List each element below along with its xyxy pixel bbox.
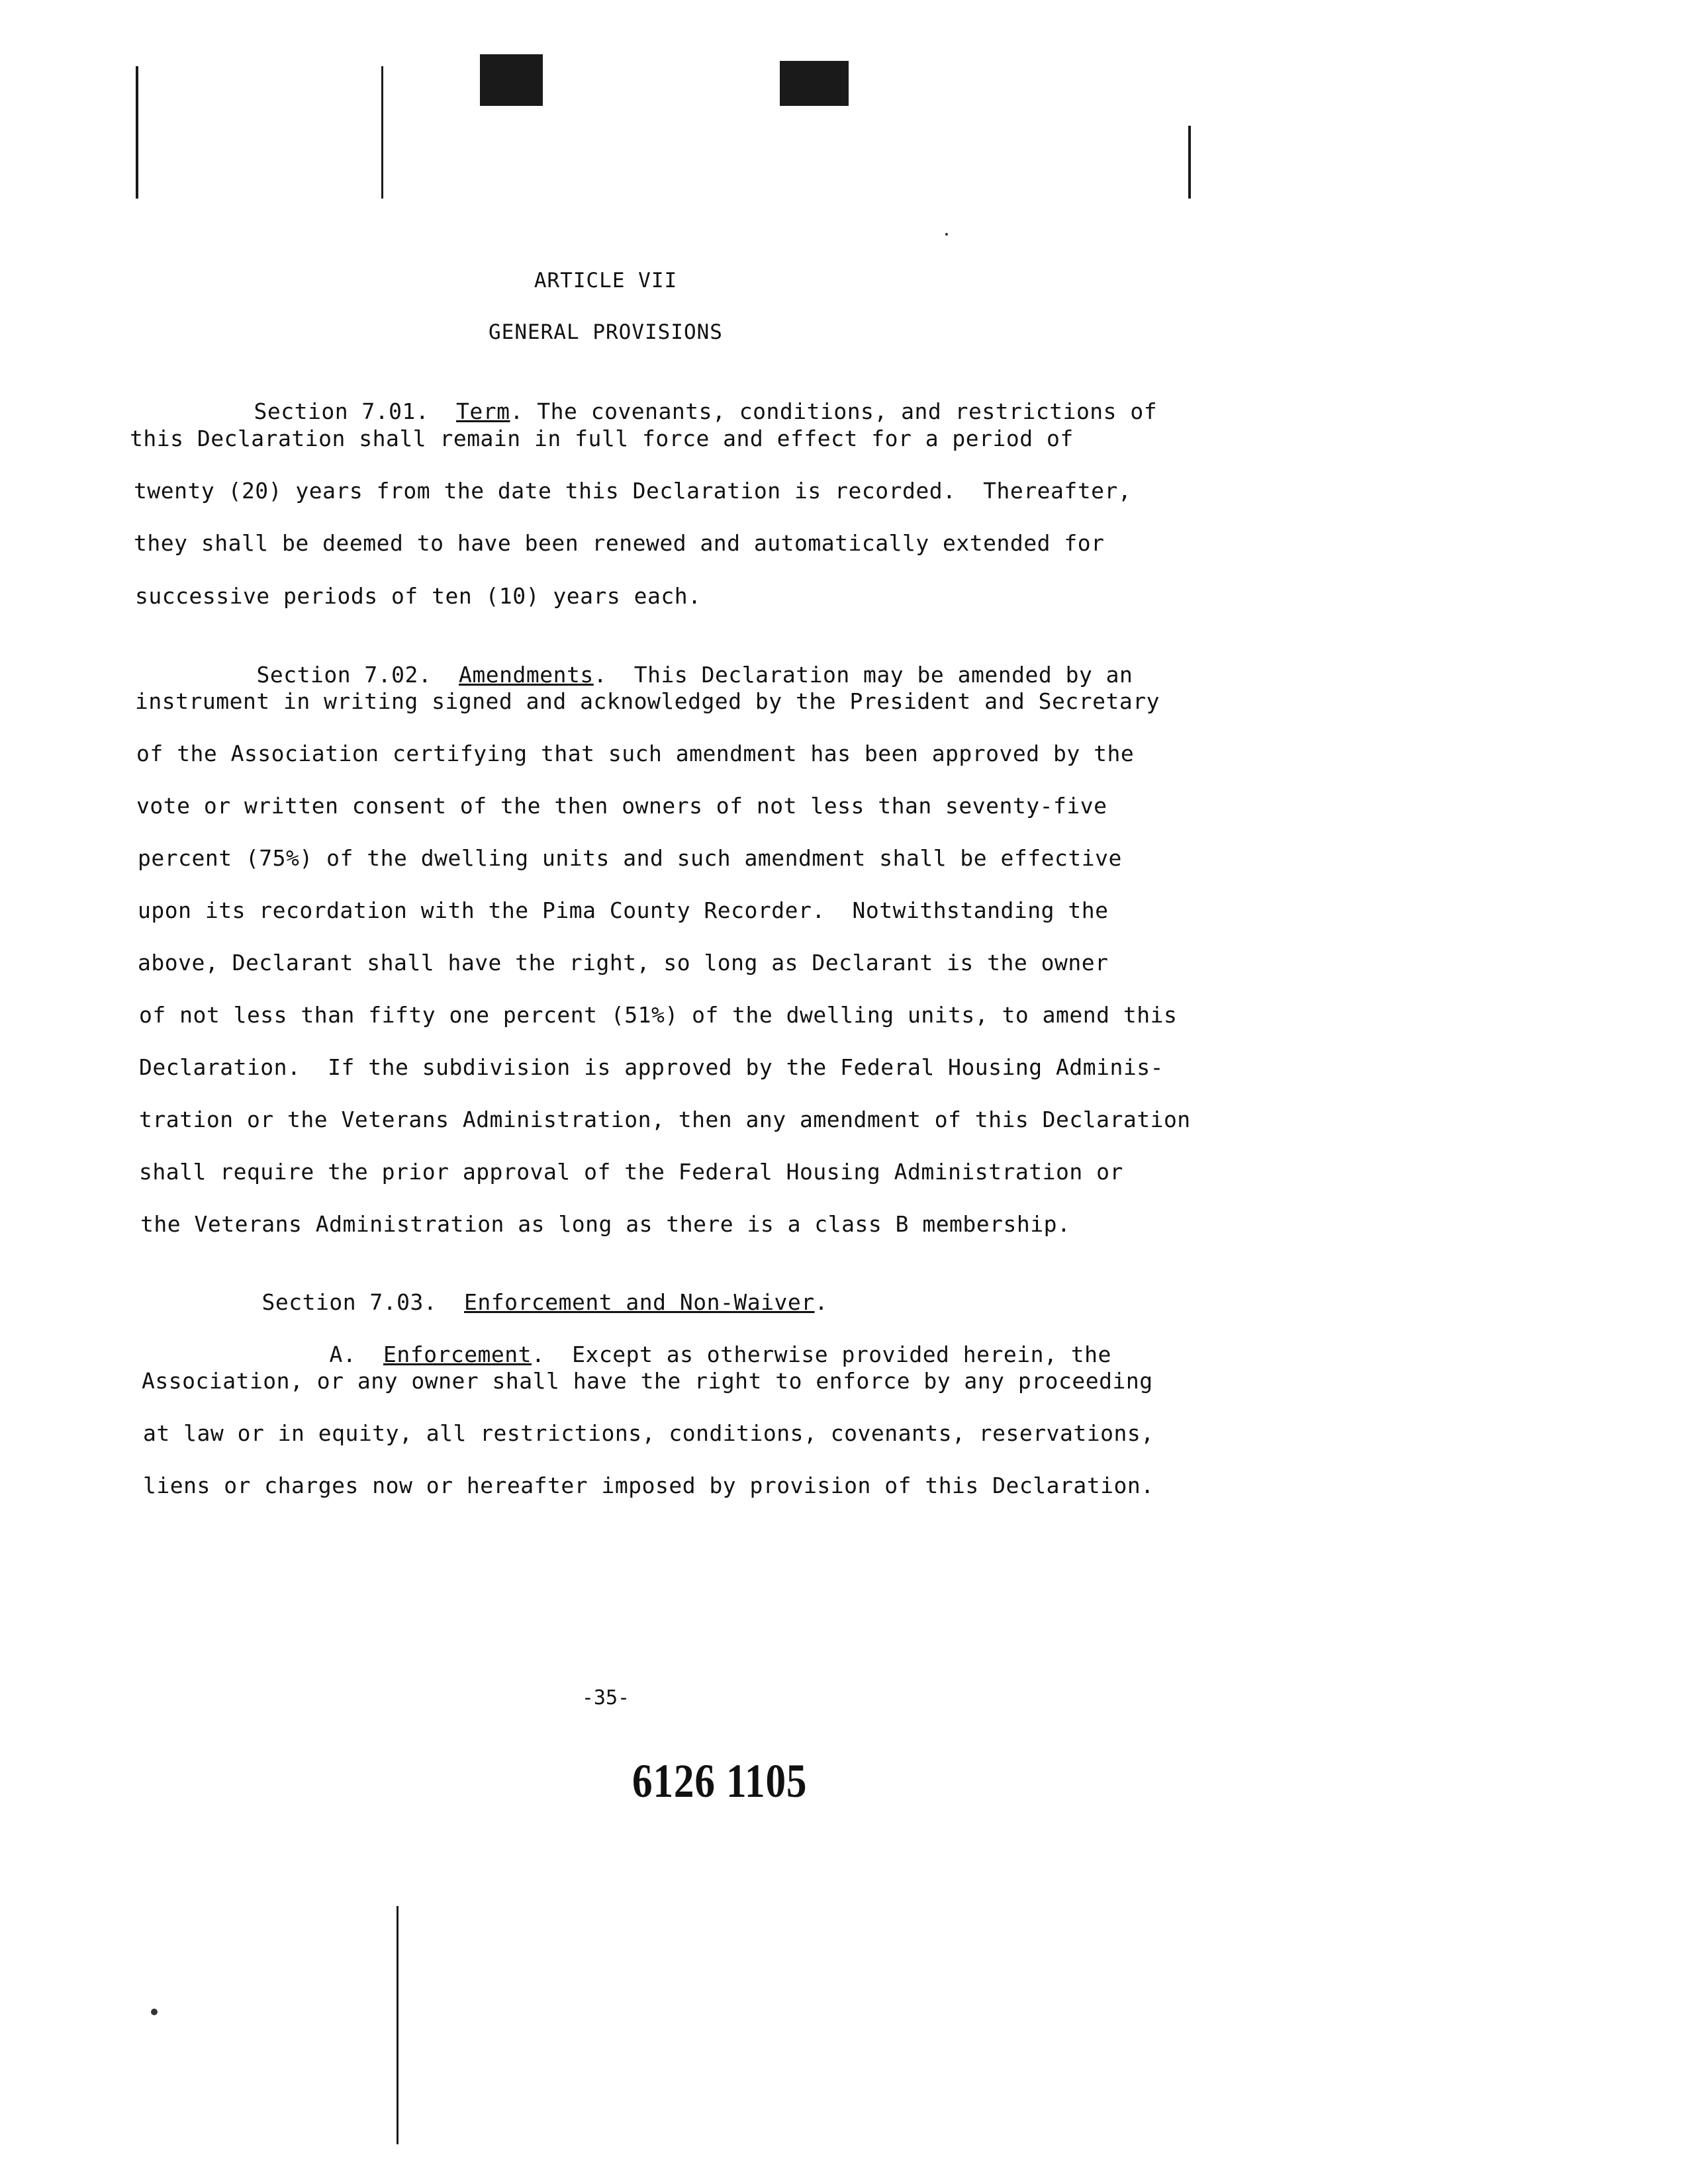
section-701-line: twenty (20) years from the date this Declaration is recorded. Thereafter, [134, 478, 1132, 504]
section-702-line: upon its recordation with the Pima County Recorder. Notwithstanding the [138, 897, 1109, 923]
section-702-first-line-text: . This Declaration may be amended by an [593, 662, 1133, 688]
page-number: -35- [581, 1686, 630, 1709]
subsection-a-first-line-text: . Except as otherwise provided herein, the [532, 1342, 1111, 1367]
section-702-label: Section 7.02. [256, 662, 432, 688]
section-702-line: of not less than fifty one percent (51%) of the dwelling units, to amend this [139, 1002, 1178, 1028]
article-subtitle: GENERAL PROVISIONS [489, 320, 723, 344]
subsection-a-line: Association, or any owner shall have the right to enforce by any proceeding [142, 1368, 1153, 1394]
scan-artifact-line-1 [136, 66, 138, 199]
section-701-line: they shall be deemed to have been renewed and automatically extended for [134, 530, 1105, 556]
section-702-line: the Veterans Administration as long as there is a class B membership. [140, 1211, 1071, 1237]
section-701-heading: Term [456, 398, 510, 424]
section-702-line: above, Declarant shall have the right, so long as Declarant is the owner [138, 950, 1109, 976]
section-701-first-line-text: . The covenants, conditions, and restrictions of [510, 398, 1158, 424]
scan-artifact-block-right [780, 61, 849, 106]
subsection-a-line: at law or in equity, all restrictions, conditions, covenants, reservations, [143, 1420, 1154, 1446]
scan-artifact-line-2 [381, 66, 383, 199]
section-703-heading-tail: . [814, 1289, 828, 1315]
section-702-line: vote or written consent of the then owners of not less than seventy-five [136, 793, 1107, 819]
subsection-a-heading: Enforcement [383, 1342, 532, 1367]
scan-artifact-line-4 [397, 1906, 399, 2144]
section-702-line: percent (75%) of the dwelling units and such amendment shall be effective [138, 845, 1122, 871]
section-702-line: of the Association certifying that such amendment has been approved by the [136, 741, 1135, 766]
scan-artifact-dot [151, 2009, 158, 2015]
section-701-label: Section 7.01. [254, 398, 430, 424]
scan-artifact-line-3 [1188, 126, 1191, 199]
section-702-heading: Amendments [459, 662, 594, 688]
scan-artifact-block-left [480, 54, 543, 106]
section-702-line: Declaration. If the subdivision is approved by the Federal Housing Adminis- [139, 1054, 1164, 1080]
subsection-a-label: A. [329, 1342, 357, 1367]
section-703-label: Section 7.03. [261, 1289, 438, 1315]
section-701-line: this Declaration shall remain in full force and effect for a period of [130, 426, 1074, 451]
section-702-line: instrument in writing signed and acknowledged by the President and Secretary [135, 688, 1160, 714]
section-703-heading: Enforcement and Non-Waiver [464, 1289, 815, 1315]
section-702-line: shall require the prior approval of the Federal Housing Administration or [139, 1159, 1123, 1185]
recording-stamp: 6126 1105 [632, 1754, 808, 1807]
section-701-line: successive periods of ten (10) years each. [135, 583, 702, 609]
subsection-a-line: liens or charges now or hereafter imposed by provision of this Declaration. [143, 1473, 1154, 1498]
section-702-line: tration or the Veterans Administration, then any amendment of this Declaration [139, 1107, 1191, 1132]
scan-artifact-dot [945, 233, 948, 236]
article-title: ARTICLE VII [534, 269, 678, 293]
